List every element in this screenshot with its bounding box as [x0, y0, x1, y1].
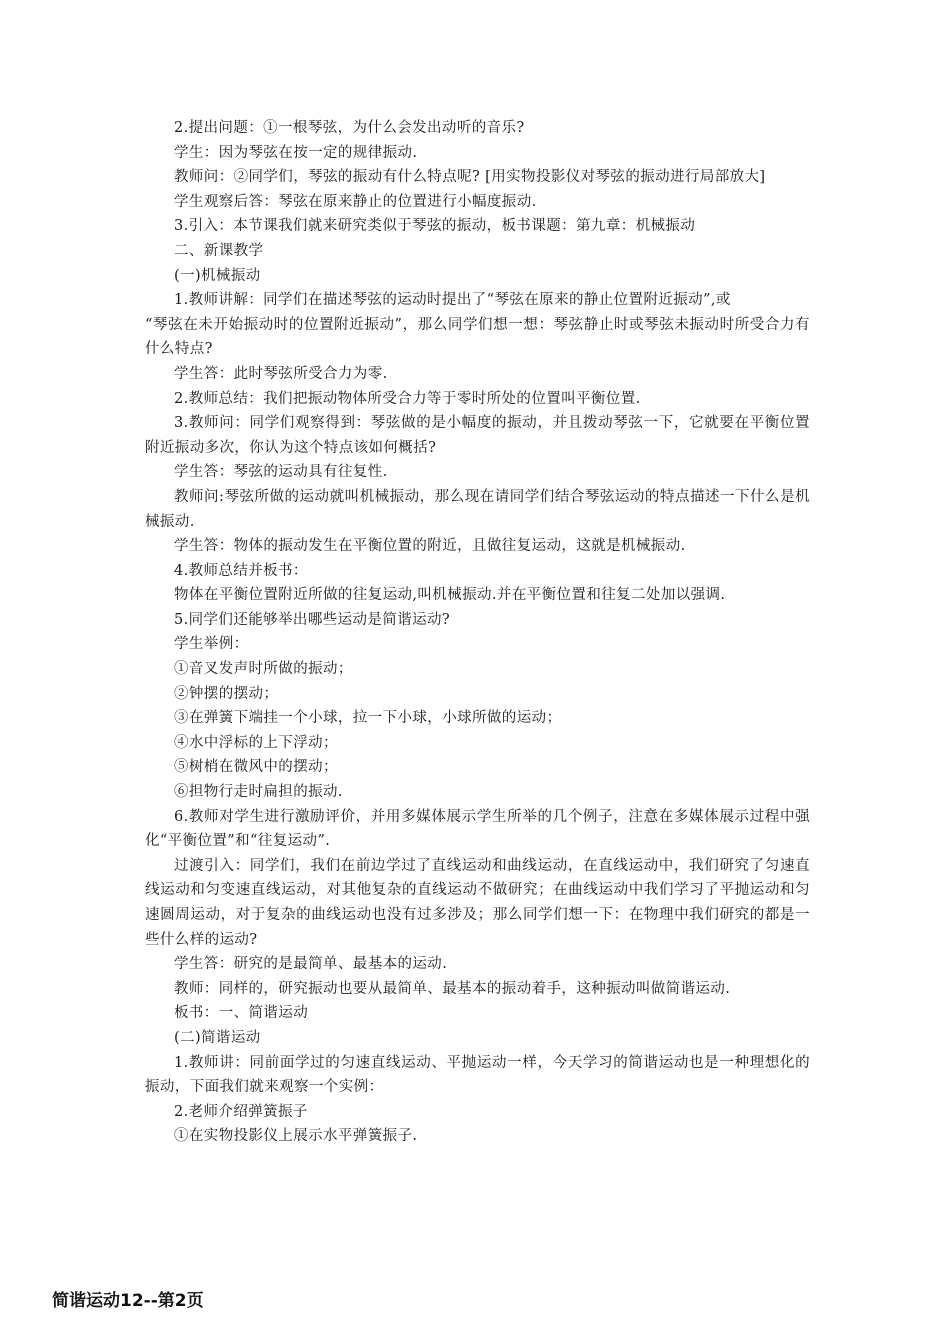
list-item: ③在弹簧下端挂一个小球，拉一下小球，小球所做的运动； [174, 710, 562, 727]
paragraph: 2.教师总结：我们把振动物体所受合力等于零时所处的位置叫平衡位置. [174, 390, 641, 407]
page-footer: 简谐运动12--第2页 [52, 1291, 204, 1311]
paragraph: 6.教师对学生进行激励评价，并用多媒体展示学生所举的几个例子，注意在多媒体展示过程中强化“平衡位置”和“往复运动”. [145, 808, 810, 850]
paragraph: 物体在平衡位置附近所做的往复运动,叫机械振动.并在平衡位置和往复二处加以强调. [174, 587, 726, 604]
paragraph: ①在实物投影仪上展示水平弹簧振子. [174, 1128, 418, 1145]
paragraph: 教师问:琴弦所做的运动就叫机械振动，那么现在请同学们结合琴弦运动的特点描述一下什么是机械振动. [145, 488, 810, 530]
paragraph: 1.教师讲：同前面学过的匀速直线运动、平抛运动一样，今天学习的简谐运动也是一种理想化的振动，下面我们就来观察一个实例： [145, 1054, 810, 1096]
subsection-heading: (二)简谐运动 [174, 1029, 261, 1046]
list-item: ⑥担物行走时扁担的振动. [174, 784, 343, 801]
paragraph: 2.老师介绍弹簧振子 [174, 1103, 308, 1120]
paragraph: 学生答：此时琴弦所受合力为零. [174, 365, 388, 382]
list-item: ②钟摆的摆动； [174, 685, 279, 702]
document-body [145, 116, 810, 1149]
paragraph: 学生观察后答：琴弦在原来静止的位置进行小幅度振动. [174, 193, 537, 210]
paragraph: 学生答：琴弦的运动具有往复性. [174, 464, 388, 481]
paragraph: 学生答：物体的振动发生在平衡位置的附近，且做往复运动，这就是机械振动. [174, 538, 686, 555]
paragraph: “琴弦在未开始振动时的位置附近振动”，那么同学们想一想：琴弦静止时或琴弦未振动时所受合力有什么特点? [145, 316, 810, 358]
paragraph: 5.同学们还能够举出哪些运动是简谐运动? [174, 611, 451, 628]
paragraph: 学生答：研究的是最简单、最基本的运动. [174, 956, 448, 973]
paragraph: 板书：一、简谐运动 [174, 1005, 309, 1022]
paragraph: 3.引入：本节课我们就来研究类似于琴弦的振动，板书课题：第九章：机械振动 [174, 218, 696, 235]
list-item: ④水中浮标的上下浮动； [174, 734, 338, 751]
paragraph: 3.教师问：同学们观察得到：琴弦做的是小幅度的振动，并且拨动琴弦一下，它就要在平衡位置附近振动多次，你认为这个特点该如何概括? [145, 415, 810, 456]
subsection-heading: (一)机械振动 [174, 267, 261, 284]
paragraph: 学生：因为琴弦在按一定的规律振动. [174, 144, 418, 161]
paragraph: 4.教师总结并板书： [174, 562, 308, 579]
paragraph: 过渡引入：同学们，我们在前边学过了直线运动和曲线运动，在直线运动中，我们研究了匀速直线运动和匀变速直线运动，对其他复杂的直线运动不做研究；在曲线运动中我们学习了平抛运动和匀速圆周运动，对于复杂的曲线运动也没有过多涉及；那么同学们想一下：在物理中我们研究的都是一些什么样的运动? [145, 857, 810, 948]
paragraph: 2.提出问题：①一根琴弦，为什么会发出动听的音乐? [174, 120, 525, 136]
paragraph: 教师问：②同学们，琴弦的振动有什么特点呢? [用实物投影仪对琴弦的振动进行局部放大] [174, 169, 766, 186]
paragraph: 学生举例： [174, 636, 249, 653]
paragraph: 教师：同样的，研究振动也要从最简单、最基本的振动着手，这种振动叫做简谐运动. [174, 980, 731, 997]
section-heading: 二、新课教学 [174, 242, 264, 259]
list-item: ①音叉发声时所做的振动； [174, 661, 353, 678]
list-item: ⑤树梢在微风中的摆动； [174, 759, 338, 776]
paragraph: 1.教师讲解：同学们在描述琴弦的运动时提出了“琴弦在原来的静止位置附近振动”,或 [174, 292, 731, 309]
